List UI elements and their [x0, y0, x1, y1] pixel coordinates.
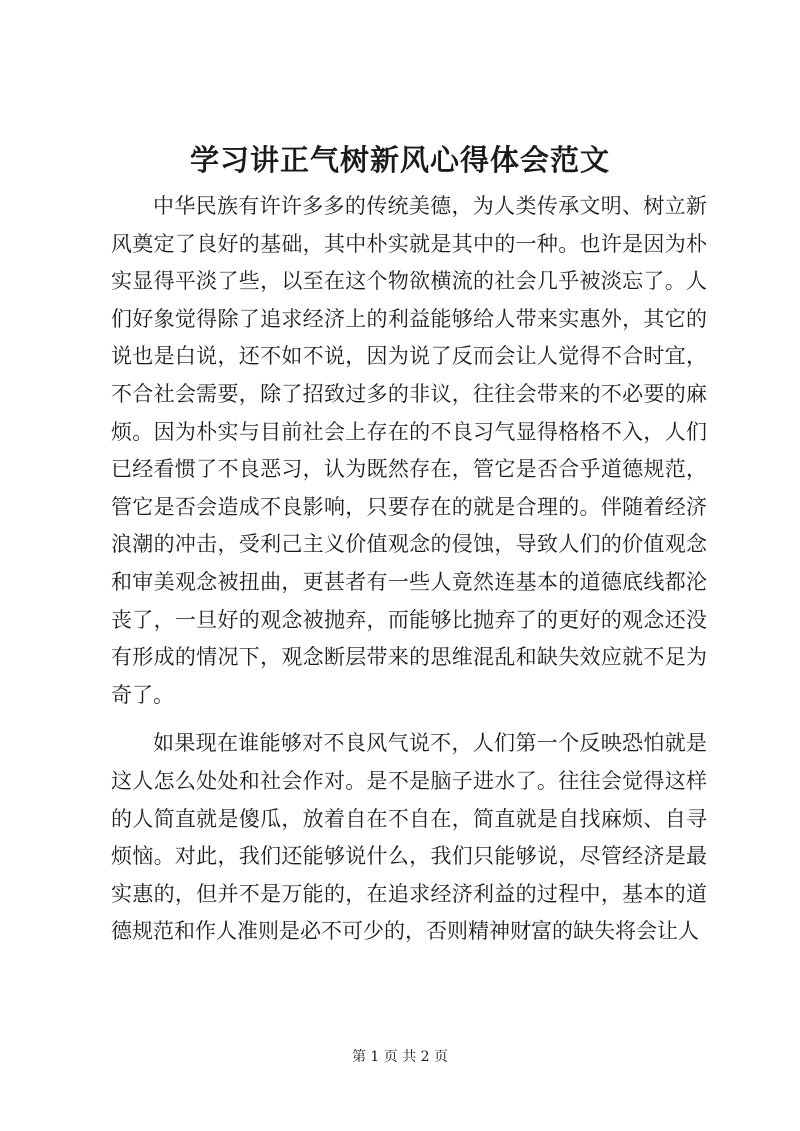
page-footer: 第 1 页 共 2 页 [351, 1049, 449, 1065]
paragraph-1: 中华民族有许许多多的传统美德，为人类传承文明、树立新风奠定了良好的基础，其中朴实就是其中的一种。也许是因为朴实显得平淡了些，以至在这个物欲横流的社会几乎被淡忘了。人们好象觉得除了追求经济上的利益能够给人带来实惠外，其它的说也是白说，还不如不说，因为说了反而会让人觉得不合时宜，不合社会需要，除了招致过多的非议，往往会带来的不必要的麻烦。因为朴实与目前社会上存在的不良习气显得格格不入，人们已经看惯了不良恶习，认为既然存在，管它是否合乎道德规范，管它是否会造成不良影响，只要存在的就是合理的。伴随着经济浪潮的冲击，受利己主义价值观念的侵蚀，导致人们的价值观念和审美观念被扭曲，更甚者有一些人竟然连基本的道德底线都沦丧了，一旦好的观念被抛弃，而能够比抛弃了的更好的观念还没有形成的情况下，观念断层带来的思维混乱和缺失效应就不足为奇了。 [111, 194, 707, 707]
document-title: 学习讲正气树新风心得体会范文 [189, 143, 610, 177]
document-body [111, 188, 707, 951]
paragraph-2: 如果现在谁能够对不良风气说不，人们第一个反映恐怕就是这人怎么处处和社会作对。是不是脑子进水了。往往会觉得这样的人简直就是傻瓜，放着自在不自在，简直就是自找麻烦、自寻烦恼。对此，我们还能够说什么，我们只能够说，尽管经济是最实惠的，但并不是万能的，在追求经济利益的过程中，基本的道德规范和作人准则是必不可少的，否则精神财富的缺失将会让人 [111, 731, 707, 944]
